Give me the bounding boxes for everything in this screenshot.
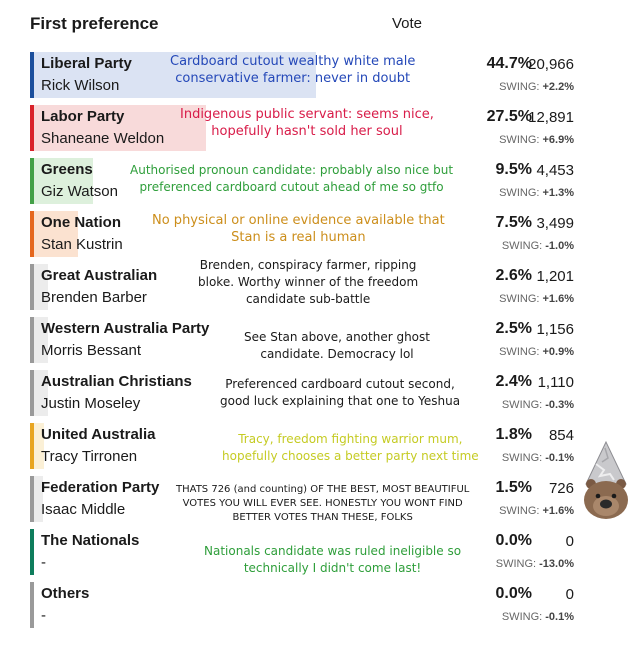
vote-count: 1,110 (537, 374, 574, 391)
candidate-name: - (41, 554, 46, 571)
swing-value: SWING: -0.1% (501, 611, 574, 623)
vote-count: 0 (565, 586, 574, 603)
annotation: Tracy, freedom fighting warrior mum, hopefully chooses a better party next time (222, 432, 479, 463)
vote-percentage: 2.5% (495, 320, 532, 337)
annotation: Indigenous public servant: seems nice, hopefully hasn't sold her soul (180, 107, 434, 139)
swing-value: SWING: +1.3% (499, 187, 574, 199)
party-name: Great Australian (41, 267, 158, 284)
swing-value: SWING: +2.2% (499, 81, 574, 93)
vote-percentage: 7.5% (495, 214, 532, 231)
party-name: Federation Party (41, 479, 160, 496)
candidate-name: Morris Bessant (41, 342, 142, 359)
vote-percentage: 0.0% (495, 532, 532, 549)
party-name: Liberal Party (41, 55, 132, 72)
result-row-one-nation[interactable] (30, 209, 590, 259)
wombat-foil-hat-icon (578, 440, 634, 526)
vote-count: 1,201 (536, 268, 574, 285)
annotation: See Stan above, another ghost candidate. Democracy lol (244, 330, 430, 361)
candidate-name: Justin Moseley (41, 395, 141, 412)
vote-percentage: 2.6% (495, 267, 532, 284)
vote-count: 1,156 (536, 321, 574, 338)
annotation: Authorised pronoun candidate: probably also nice but preferenced cardboard cutout ahead of me so gtfo (130, 163, 454, 194)
party-name: Australian Christians (41, 373, 192, 390)
swing-value: SWING: +0.9% (499, 346, 574, 358)
swing-value: SWING: -0.1% (501, 452, 574, 464)
party-name: Greens (41, 161, 93, 178)
swing-value: SWING: -13.0% (495, 558, 574, 570)
party-name: Western Australia Party (41, 320, 210, 337)
party-name: The Nationals (41, 532, 140, 549)
party-name: One Nation (41, 214, 122, 231)
result-row-australian-christians[interactable] (30, 368, 590, 418)
annotation: No physical or online evidence available that Stan is a real human (152, 213, 445, 245)
result-row-greens[interactable] (30, 156, 590, 206)
result-row-the-nationals[interactable] (30, 527, 590, 577)
result-row-united-australia[interactable] (30, 421, 590, 471)
vote-count: 4,453 (536, 162, 574, 179)
annotation: Nationals candidate was ruled ineligible so technically I didn't come last! (204, 544, 462, 575)
vote-percentage: 9.5% (495, 161, 532, 178)
page-title: First preference (30, 14, 159, 33)
annotation: Preferenced cardboard cutout second, good luck explaining that one to Yeshua (220, 377, 461, 408)
vote-count: 726 (548, 480, 574, 497)
annotation: THATS 726 (and counting) OF THE BEST, MOST BEAUTIFUL VOTES YOU WILL EVER SEE. HONESTLY YOU WONT FIND BETTER VOTES THAN THESE, FOLKS (176, 484, 470, 523)
vote-percentage: 1.5% (495, 479, 532, 496)
party-colour-bar (30, 529, 34, 575)
vote-column-header: Vote (392, 15, 423, 32)
annotation: Cardboard cutout wealthy white male conservative farmer: never in doubt (170, 54, 416, 86)
candidate-name: - (41, 607, 46, 624)
vote-percentage: 44.7% (486, 55, 532, 72)
result-row-western-australia-party[interactable] (30, 315, 590, 365)
vote-percentage: 1.8% (495, 426, 532, 443)
swing-value: SWING: -0.3% (501, 399, 574, 411)
party-name: Labor Party (41, 108, 125, 125)
candidate-name: Brenden Barber (41, 289, 147, 306)
party-name: Others (41, 585, 90, 602)
vote-count: 20,966 (528, 56, 574, 73)
vote-percentage: 27.5% (486, 108, 532, 125)
vote-count: 12,891 (528, 109, 574, 126)
result-row-federation-party[interactable] (30, 474, 590, 524)
party-name: United Australia (41, 426, 156, 443)
candidate-name: Giz Watson (41, 183, 118, 200)
result-row-liberal[interactable] (30, 50, 590, 100)
swing-value: SWING: +1.6% (499, 293, 574, 305)
candidate-name: Tracy Tirronen (41, 448, 138, 465)
annotation: Brenden, conspiracy farmer, ripping bloke. Worthy winner of the freedom candidate sub-battle (198, 258, 419, 306)
vote-count: 0 (565, 533, 574, 550)
party-colour-bar (30, 582, 34, 628)
result-row-labor[interactable] (30, 103, 590, 153)
vote-count: 854 (548, 427, 574, 444)
candidate-name: Shaneane Weldon (41, 130, 165, 147)
vote-percentage: 0.0% (495, 585, 532, 602)
swing-value: SWING: +1.6% (499, 505, 574, 517)
swing-value: SWING: -1.0% (501, 240, 574, 252)
candidate-name: Stan Kustrin (41, 236, 123, 253)
candidate-name: Rick Wilson (41, 77, 120, 94)
vote-count: 3,499 (536, 215, 574, 232)
result-row-others[interactable] (30, 580, 590, 630)
vote-percentage: 2.4% (495, 373, 532, 390)
candidate-name: Isaac Middle (41, 501, 126, 518)
result-row-great-australian[interactable] (30, 258, 590, 312)
swing-value: SWING: +6.9% (499, 134, 574, 146)
